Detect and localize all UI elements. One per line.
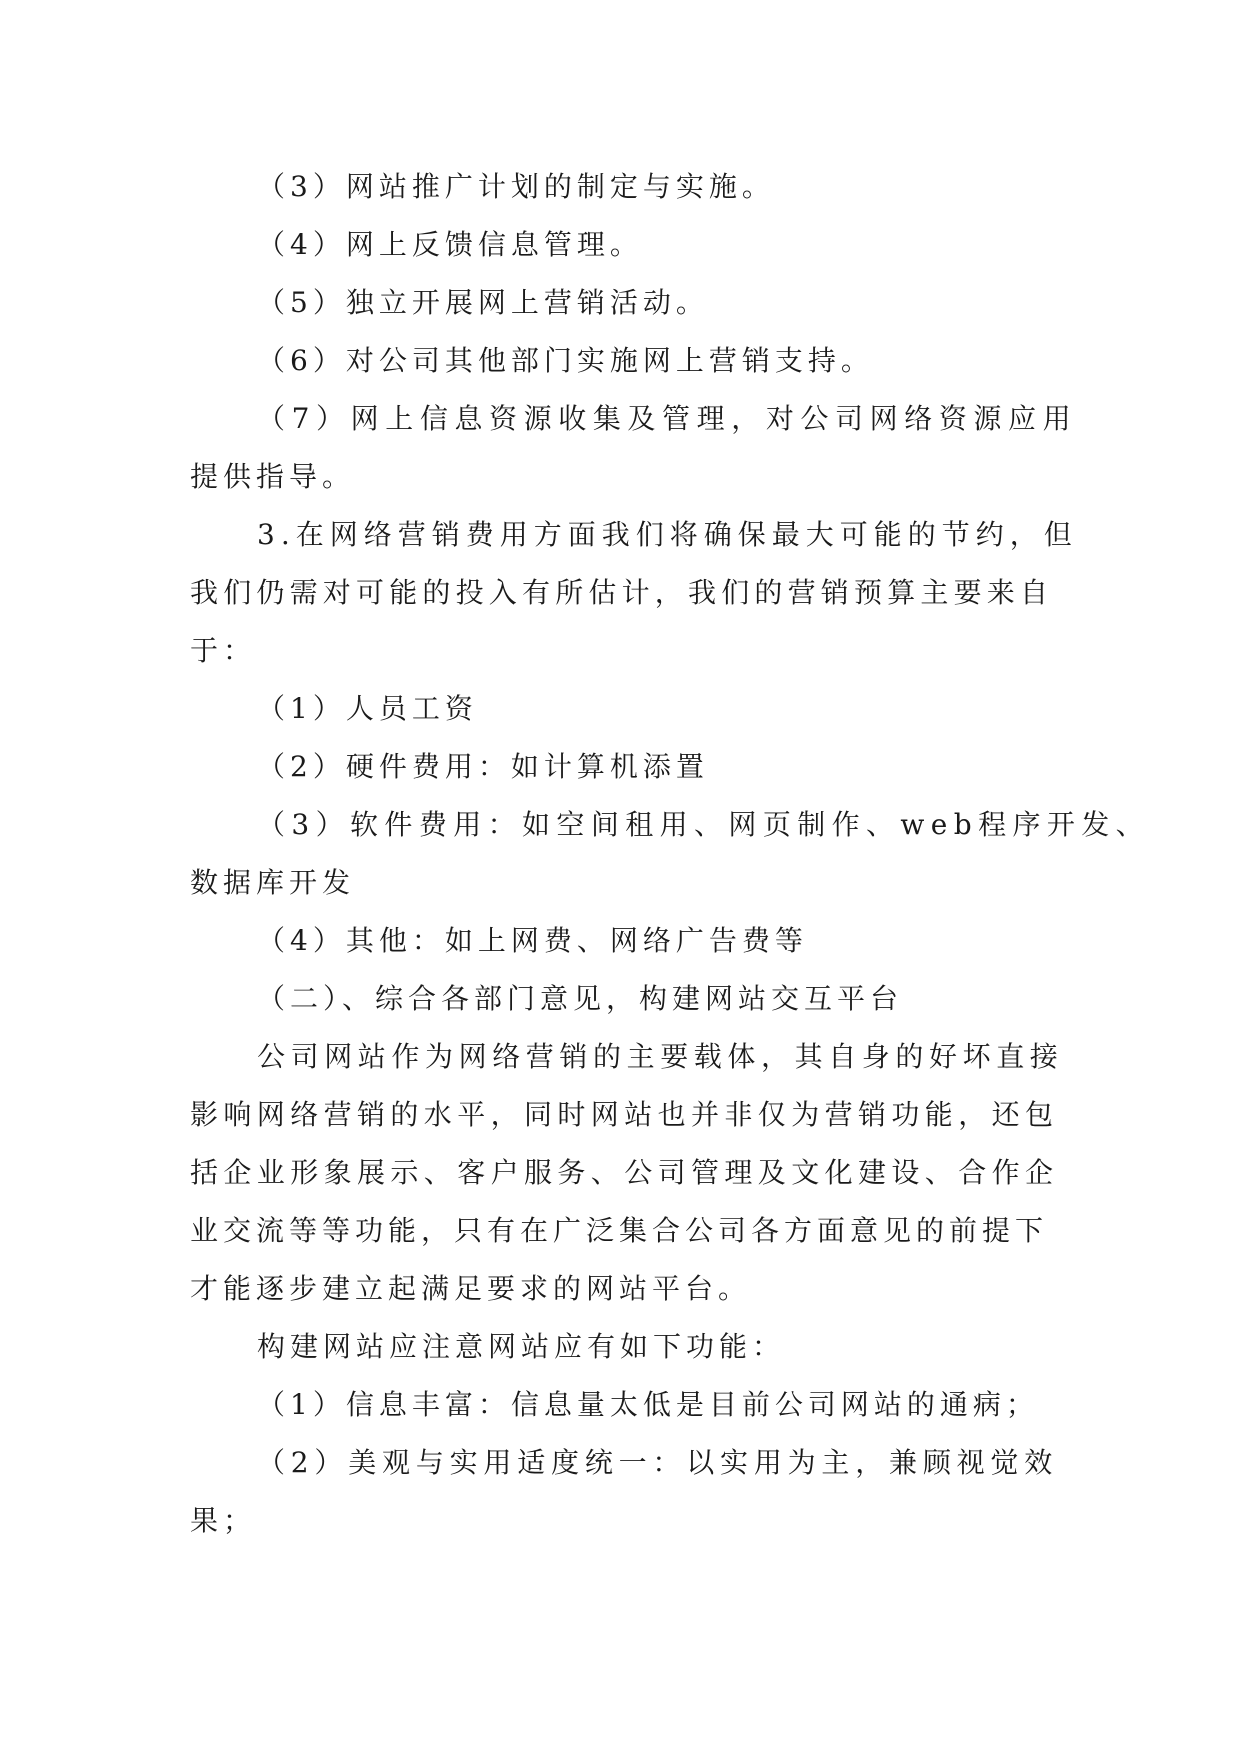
paragraph-line: （1）信息丰富：信息量太低是目前公司网站的通病； — [257, 1388, 1039, 1421]
paragraph-line: 3.在网络营销费用方面我们将确保最大可能的节约，但 — [257, 518, 1078, 551]
paragraph-line: （3）软件费用：如空间租用、网页制作、web程序开发、 — [257, 808, 1151, 841]
paragraph-line: 公司网站作为网络营销的主要载体，其自身的好坏直接 — [257, 1040, 1064, 1073]
paragraph-line: （7）网上信息资源收集及管理，对公司网络资源应用 — [257, 402, 1078, 435]
paragraph-line: 业交流等等功能，只有在广泛集合公司各方面意见的前提下 — [190, 1214, 1049, 1247]
paragraph-line: （4）网上反馈信息管理。 — [257, 228, 643, 261]
paragraph-line: 影响网络营销的水平，同时网站也并非仅为营销功能，还包 — [190, 1098, 1059, 1131]
paragraph-line: （1）人员工资 — [257, 692, 478, 725]
paragraph-line: （2）美观与实用适度统一：以实用为主，兼顾视觉效 — [257, 1446, 1059, 1479]
paragraph-line: 提供指导。 — [190, 460, 356, 493]
paragraph-line: （6）对公司其他部门实施网上营销支持。 — [257, 344, 874, 377]
paragraph-line: （二）、综合各部门意见，构建网站交互平台 — [257, 982, 904, 1015]
paragraph-line: 括企业形象展示、客户服务、公司管理及文化建设、合作企 — [190, 1156, 1059, 1189]
paragraph-line: 我们仍需对可能的投入有所估计，我们的营销预算主要来自 — [190, 576, 1054, 609]
paragraph-line: （4）其他：如上网费、网络广告费等 — [257, 924, 808, 957]
paragraph-line: （5）独立开展网上营销活动。 — [257, 286, 709, 319]
paragraph-line: 于： — [190, 634, 257, 667]
paragraph-line: 果； — [190, 1504, 257, 1537]
paragraph-line: （3）网站推广计划的制定与实施。 — [257, 170, 775, 203]
paragraph-line: （2）硬件费用：如计算机添置 — [257, 750, 709, 783]
paragraph-line: 数据库开发 — [190, 866, 356, 899]
paragraph-line: 构建网站应注意网站应有如下功能： — [257, 1330, 786, 1363]
document-body — [190, 158, 1151, 1550]
paragraph-line: 才能逐步建立起满足要求的网站平台。 — [190, 1272, 752, 1305]
